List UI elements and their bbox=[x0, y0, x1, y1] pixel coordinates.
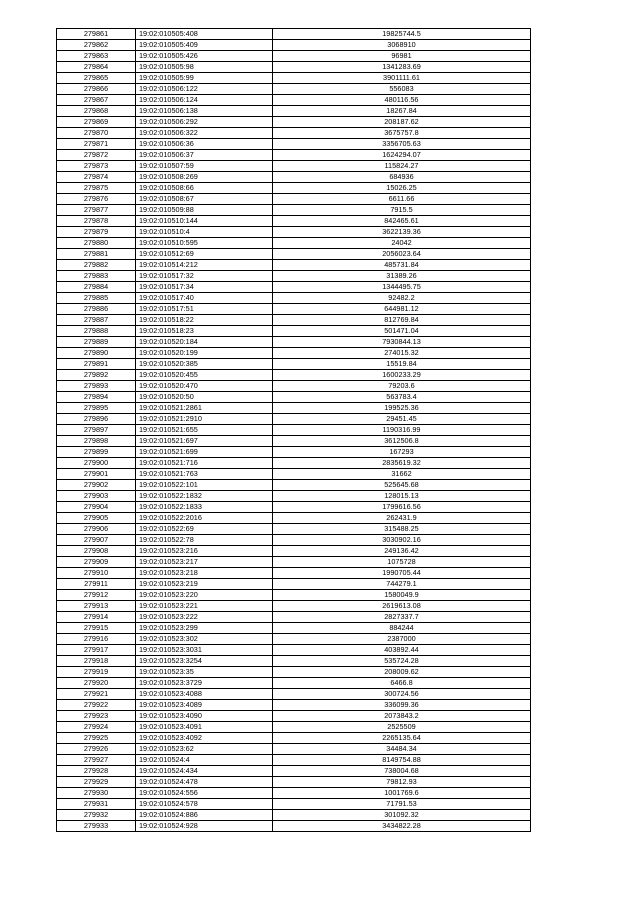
row-id-cell: 279929 bbox=[57, 777, 136, 788]
row-id-cell: 279913 bbox=[57, 601, 136, 612]
table-row bbox=[57, 535, 531, 546]
cadastral-number-cell: 19:02:010523:4091 bbox=[136, 722, 273, 733]
cadastral-number-cell: 19:02:010518:22 bbox=[136, 315, 273, 326]
cadastral-number-cell: 19:02:010523:4089 bbox=[136, 700, 273, 711]
cadastral-number-cell: 19:02:010520:50 bbox=[136, 392, 273, 403]
row-id-cell: 279909 bbox=[57, 557, 136, 568]
cadastral-number-cell: 19:02:010510:4 bbox=[136, 227, 273, 238]
cadastral-number-cell: 19:02:010512:69 bbox=[136, 249, 273, 260]
value-cell: 2073843.2 bbox=[273, 711, 531, 722]
table-row bbox=[57, 381, 531, 392]
table-row bbox=[57, 557, 531, 568]
value-cell: 18267.84 bbox=[273, 106, 531, 117]
table-row bbox=[57, 128, 531, 139]
table-row bbox=[57, 766, 531, 777]
value-cell: 1075728 bbox=[273, 557, 531, 568]
row-id-cell: 279915 bbox=[57, 623, 136, 634]
cadastral-number-cell: 19:02:010523:3729 bbox=[136, 678, 273, 689]
table-row bbox=[57, 513, 531, 524]
row-id-cell: 279907 bbox=[57, 535, 136, 546]
table-row bbox=[57, 282, 531, 293]
value-cell: 2619613.08 bbox=[273, 601, 531, 612]
cadastral-number-cell: 19:02:010521:655 bbox=[136, 425, 273, 436]
table-row bbox=[57, 634, 531, 645]
value-cell: 3434822.28 bbox=[273, 821, 531, 832]
row-id-cell: 279866 bbox=[57, 84, 136, 95]
cadastral-number-cell: 19:02:010517:34 bbox=[136, 282, 273, 293]
value-cell: 525645.68 bbox=[273, 480, 531, 491]
table-row bbox=[57, 117, 531, 128]
cadastral-number-cell: 19:02:010520:455 bbox=[136, 370, 273, 381]
row-id-cell: 279861 bbox=[57, 29, 136, 40]
value-cell: 199525.36 bbox=[273, 403, 531, 414]
table-row bbox=[57, 73, 531, 84]
cadastral-number-cell: 19:02:010520:470 bbox=[136, 381, 273, 392]
cadastral-number-cell: 19:02:010520:199 bbox=[136, 348, 273, 359]
cadastral-number-cell: 19:02:010524:434 bbox=[136, 766, 273, 777]
cadastral-number-cell: 19:02:010506:124 bbox=[136, 95, 273, 106]
row-id-cell: 279869 bbox=[57, 117, 136, 128]
value-cell: 24042 bbox=[273, 238, 531, 249]
value-cell: 336099.36 bbox=[273, 700, 531, 711]
row-id-cell: 279920 bbox=[57, 678, 136, 689]
value-cell: 1600233.29 bbox=[273, 370, 531, 381]
row-id-cell: 279895 bbox=[57, 403, 136, 414]
cadastral-number-cell: 19:02:010509:88 bbox=[136, 205, 273, 216]
value-cell: 3356705.63 bbox=[273, 139, 531, 150]
cadastral-number-cell: 19:02:010524:556 bbox=[136, 788, 273, 799]
value-cell: 563783.4 bbox=[273, 392, 531, 403]
table-row bbox=[57, 414, 531, 425]
value-cell: 274015.32 bbox=[273, 348, 531, 359]
table-row bbox=[57, 601, 531, 612]
value-cell: 96981 bbox=[273, 51, 531, 62]
row-id-cell: 279875 bbox=[57, 183, 136, 194]
cadastral-number-cell: 19:02:010517:40 bbox=[136, 293, 273, 304]
cadastral-number-cell: 19:02:010522:69 bbox=[136, 524, 273, 535]
table-row bbox=[57, 733, 531, 744]
value-cell: 1001769.6 bbox=[273, 788, 531, 799]
table-row bbox=[57, 689, 531, 700]
table-row bbox=[57, 216, 531, 227]
cadastral-number-cell: 19:02:010506:138 bbox=[136, 106, 273, 117]
cadastral-number-cell: 19:02:010523:218 bbox=[136, 568, 273, 579]
value-cell: 403892.44 bbox=[273, 645, 531, 656]
row-id-cell: 279872 bbox=[57, 150, 136, 161]
value-cell: 1799616.56 bbox=[273, 502, 531, 513]
row-id-cell: 279932 bbox=[57, 810, 136, 821]
value-cell: 300724.56 bbox=[273, 689, 531, 700]
cadastral-number-cell: 19:02:010505:99 bbox=[136, 73, 273, 84]
table-row bbox=[57, 106, 531, 117]
table-row bbox=[57, 590, 531, 601]
cadastral-number-cell: 19:02:010523:219 bbox=[136, 579, 273, 590]
row-id-cell: 279899 bbox=[57, 447, 136, 458]
data-sheet bbox=[56, 28, 531, 832]
cadastral-number-cell: 19:02:010506:37 bbox=[136, 150, 273, 161]
value-cell: 738004.68 bbox=[273, 766, 531, 777]
row-id-cell: 279864 bbox=[57, 62, 136, 73]
value-cell: 480116.56 bbox=[273, 95, 531, 106]
table-row bbox=[57, 84, 531, 95]
table-body bbox=[57, 29, 531, 832]
row-id-cell: 279926 bbox=[57, 744, 136, 755]
row-id-cell: 279902 bbox=[57, 480, 136, 491]
cadastral-number-cell: 19:02:010520:385 bbox=[136, 359, 273, 370]
cadastral-number-cell: 19:02:010523:4092 bbox=[136, 733, 273, 744]
cadastral-number-cell: 19:02:010524:886 bbox=[136, 810, 273, 821]
table-row bbox=[57, 623, 531, 634]
row-id-cell: 279931 bbox=[57, 799, 136, 810]
row-id-cell: 279893 bbox=[57, 381, 136, 392]
cadastral-number-cell: 19:02:010506:36 bbox=[136, 139, 273, 150]
table-row bbox=[57, 95, 531, 106]
table-row bbox=[57, 821, 531, 832]
row-id-cell: 279930 bbox=[57, 788, 136, 799]
row-id-cell: 279890 bbox=[57, 348, 136, 359]
table-row bbox=[57, 403, 531, 414]
cadastral-number-cell: 19:02:010506:122 bbox=[136, 84, 273, 95]
row-id-cell: 279879 bbox=[57, 227, 136, 238]
row-id-cell: 279873 bbox=[57, 161, 136, 172]
cadastral-number-cell: 19:02:010510:144 bbox=[136, 216, 273, 227]
value-cell: 2265135.64 bbox=[273, 733, 531, 744]
value-cell: 31389.26 bbox=[273, 271, 531, 282]
cadastral-number-cell: 19:02:010524:4 bbox=[136, 755, 273, 766]
row-id-cell: 279916 bbox=[57, 634, 136, 645]
table-row bbox=[57, 337, 531, 348]
row-id-cell: 279900 bbox=[57, 458, 136, 469]
value-cell: 535724.28 bbox=[273, 656, 531, 667]
table-row bbox=[57, 458, 531, 469]
table-row bbox=[57, 227, 531, 238]
row-id-cell: 279870 bbox=[57, 128, 136, 139]
row-id-cell: 279865 bbox=[57, 73, 136, 84]
row-id-cell: 279928 bbox=[57, 766, 136, 777]
table-row bbox=[57, 788, 531, 799]
row-id-cell: 279887 bbox=[57, 315, 136, 326]
cadastral-number-cell: 19:02:010523:35 bbox=[136, 667, 273, 678]
value-cell: 842465.61 bbox=[273, 216, 531, 227]
cadastral-number-cell: 19:02:010520:184 bbox=[136, 337, 273, 348]
table-row bbox=[57, 29, 531, 40]
table-row bbox=[57, 348, 531, 359]
value-cell: 3612506.8 bbox=[273, 436, 531, 447]
cadastral-number-cell: 19:02:010523:302 bbox=[136, 634, 273, 645]
cadastral-number-cell: 19:02:010505:426 bbox=[136, 51, 273, 62]
cadastral-number-cell: 19:02:010521:2910 bbox=[136, 414, 273, 425]
value-cell: 208187.62 bbox=[273, 117, 531, 128]
cadastral-number-cell: 19:02:010506:292 bbox=[136, 117, 273, 128]
cadastral-number-cell: 19:02:010524:478 bbox=[136, 777, 273, 788]
cadastral-number-cell: 19:02:010505:409 bbox=[136, 40, 273, 51]
cadastral-number-cell: 19:02:010521:699 bbox=[136, 447, 273, 458]
table-row bbox=[57, 722, 531, 733]
table-row bbox=[57, 62, 531, 73]
cadastral-number-cell: 19:02:010523:222 bbox=[136, 612, 273, 623]
cadastral-number-cell: 19:02:010523:62 bbox=[136, 744, 273, 755]
cadastral-number-cell: 19:02:010523:220 bbox=[136, 590, 273, 601]
value-cell: 884244 bbox=[273, 623, 531, 634]
value-cell: 556083 bbox=[273, 84, 531, 95]
row-id-cell: 279897 bbox=[57, 425, 136, 436]
value-cell: 2835619.32 bbox=[273, 458, 531, 469]
table-row bbox=[57, 524, 531, 535]
row-id-cell: 279862 bbox=[57, 40, 136, 51]
cadastral-number-cell: 19:02:010523:4088 bbox=[136, 689, 273, 700]
table-row bbox=[57, 700, 531, 711]
value-cell: 501471.04 bbox=[273, 326, 531, 337]
row-id-cell: 279886 bbox=[57, 304, 136, 315]
value-cell: 1990705.44 bbox=[273, 568, 531, 579]
row-id-cell: 279883 bbox=[57, 271, 136, 282]
table-row bbox=[57, 260, 531, 271]
value-cell: 128015.13 bbox=[273, 491, 531, 502]
row-id-cell: 279914 bbox=[57, 612, 136, 623]
row-id-cell: 279924 bbox=[57, 722, 136, 733]
row-id-cell: 279933 bbox=[57, 821, 136, 832]
row-id-cell: 279896 bbox=[57, 414, 136, 425]
table-row bbox=[57, 502, 531, 513]
table-row bbox=[57, 546, 531, 557]
cadastral-number-cell: 19:02:010523:299 bbox=[136, 623, 273, 634]
cadastral-number-cell: 19:02:010522:78 bbox=[136, 535, 273, 546]
table-row bbox=[57, 656, 531, 667]
row-id-cell: 279881 bbox=[57, 249, 136, 260]
row-id-cell: 279923 bbox=[57, 711, 136, 722]
value-cell: 2827337.7 bbox=[273, 612, 531, 623]
value-cell: 71791.53 bbox=[273, 799, 531, 810]
value-cell: 1624294.07 bbox=[273, 150, 531, 161]
table-row bbox=[57, 304, 531, 315]
cadastral-number-cell: 19:02:010508:67 bbox=[136, 194, 273, 205]
value-cell: 1190316.99 bbox=[273, 425, 531, 436]
data-table bbox=[56, 28, 531, 832]
value-cell: 249136.42 bbox=[273, 546, 531, 557]
table-row bbox=[57, 744, 531, 755]
row-id-cell: 279877 bbox=[57, 205, 136, 216]
value-cell: 3901111.61 bbox=[273, 73, 531, 84]
value-cell: 684936 bbox=[273, 172, 531, 183]
value-cell: 92482.2 bbox=[273, 293, 531, 304]
table-row bbox=[57, 370, 531, 381]
table-row bbox=[57, 711, 531, 722]
table-row bbox=[57, 392, 531, 403]
value-cell: 3068910 bbox=[273, 40, 531, 51]
cadastral-number-cell: 19:02:010521:716 bbox=[136, 458, 273, 469]
row-id-cell: 279910 bbox=[57, 568, 136, 579]
table-row bbox=[57, 480, 531, 491]
row-id-cell: 279868 bbox=[57, 106, 136, 117]
cadastral-number-cell: 19:02:010505:408 bbox=[136, 29, 273, 40]
cadastral-number-cell: 19:02:010522:2016 bbox=[136, 513, 273, 524]
cadastral-number-cell: 19:02:010510:595 bbox=[136, 238, 273, 249]
cadastral-number-cell: 19:02:010522:101 bbox=[136, 480, 273, 491]
value-cell: 3675757.8 bbox=[273, 128, 531, 139]
table-row bbox=[57, 194, 531, 205]
row-id-cell: 279894 bbox=[57, 392, 136, 403]
table-row bbox=[57, 777, 531, 788]
row-id-cell: 279927 bbox=[57, 755, 136, 766]
cadastral-number-cell: 19:02:010514:212 bbox=[136, 260, 273, 271]
table-row bbox=[57, 326, 531, 337]
row-id-cell: 279908 bbox=[57, 546, 136, 557]
table-row bbox=[57, 491, 531, 502]
table-row bbox=[57, 425, 531, 436]
value-cell: 208009.62 bbox=[273, 667, 531, 678]
table-row bbox=[57, 161, 531, 172]
value-cell: 19825744.5 bbox=[273, 29, 531, 40]
cadastral-number-cell: 19:02:010523:4090 bbox=[136, 711, 273, 722]
row-id-cell: 279882 bbox=[57, 260, 136, 271]
value-cell: 79812.93 bbox=[273, 777, 531, 788]
table-row bbox=[57, 359, 531, 370]
table-row bbox=[57, 612, 531, 623]
row-id-cell: 279888 bbox=[57, 326, 136, 337]
table-row bbox=[57, 810, 531, 821]
value-cell: 262431.9 bbox=[273, 513, 531, 524]
row-id-cell: 279863 bbox=[57, 51, 136, 62]
row-id-cell: 279918 bbox=[57, 656, 136, 667]
cadastral-number-cell: 19:02:010524:928 bbox=[136, 821, 273, 832]
table-row bbox=[57, 238, 531, 249]
table-row bbox=[57, 315, 531, 326]
value-cell: 7930844.13 bbox=[273, 337, 531, 348]
cadastral-number-cell: 19:02:010523:221 bbox=[136, 601, 273, 612]
table-row bbox=[57, 172, 531, 183]
value-cell: 1341283.69 bbox=[273, 62, 531, 73]
value-cell: 744279.1 bbox=[273, 579, 531, 590]
cadastral-number-cell: 19:02:010524:578 bbox=[136, 799, 273, 810]
row-id-cell: 279874 bbox=[57, 172, 136, 183]
table-row bbox=[57, 293, 531, 304]
cadastral-number-cell: 19:02:010517:51 bbox=[136, 304, 273, 315]
table-row bbox=[57, 678, 531, 689]
row-id-cell: 279884 bbox=[57, 282, 136, 293]
row-id-cell: 279867 bbox=[57, 95, 136, 106]
row-id-cell: 279912 bbox=[57, 590, 136, 601]
value-cell: 34484.34 bbox=[273, 744, 531, 755]
row-id-cell: 279922 bbox=[57, 700, 136, 711]
row-id-cell: 279917 bbox=[57, 645, 136, 656]
row-id-cell: 279911 bbox=[57, 579, 136, 590]
table-row bbox=[57, 249, 531, 260]
value-cell: 1580049.9 bbox=[273, 590, 531, 601]
row-id-cell: 279901 bbox=[57, 469, 136, 480]
row-id-cell: 279904 bbox=[57, 502, 136, 513]
row-id-cell: 279880 bbox=[57, 238, 136, 249]
row-id-cell: 279906 bbox=[57, 524, 136, 535]
table-row bbox=[57, 667, 531, 678]
value-cell: 812769.84 bbox=[273, 315, 531, 326]
cadastral-number-cell: 19:02:010508:66 bbox=[136, 183, 273, 194]
value-cell: 1344495.75 bbox=[273, 282, 531, 293]
value-cell: 3030902.16 bbox=[273, 535, 531, 546]
row-id-cell: 279891 bbox=[57, 359, 136, 370]
row-id-cell: 279876 bbox=[57, 194, 136, 205]
table-row bbox=[57, 568, 531, 579]
row-id-cell: 279871 bbox=[57, 139, 136, 150]
value-cell: 6466.8 bbox=[273, 678, 531, 689]
table-row bbox=[57, 755, 531, 766]
cadastral-number-cell: 19:02:010522:1832 bbox=[136, 491, 273, 502]
table-row bbox=[57, 51, 531, 62]
table-row bbox=[57, 799, 531, 810]
cadastral-number-cell: 19:02:010508:269 bbox=[136, 172, 273, 183]
cadastral-number-cell: 19:02:010518:23 bbox=[136, 326, 273, 337]
row-id-cell: 279903 bbox=[57, 491, 136, 502]
cadastral-number-cell: 19:02:010521:763 bbox=[136, 469, 273, 480]
table-row bbox=[57, 150, 531, 161]
table-row bbox=[57, 205, 531, 216]
table-row bbox=[57, 139, 531, 150]
cadastral-number-cell: 19:02:010523:216 bbox=[136, 546, 273, 557]
row-id-cell: 279921 bbox=[57, 689, 136, 700]
value-cell: 2387000 bbox=[273, 634, 531, 645]
table-row bbox=[57, 579, 531, 590]
value-cell: 6611.66 bbox=[273, 194, 531, 205]
cadastral-number-cell: 19:02:010517:32 bbox=[136, 271, 273, 282]
table-row bbox=[57, 183, 531, 194]
cadastral-number-cell: 19:02:010523:3031 bbox=[136, 645, 273, 656]
table-row bbox=[57, 271, 531, 282]
cadastral-number-cell: 19:02:010523:3254 bbox=[136, 656, 273, 667]
table-row bbox=[57, 436, 531, 447]
row-id-cell: 279925 bbox=[57, 733, 136, 744]
row-id-cell: 279905 bbox=[57, 513, 136, 524]
value-cell: 15519.84 bbox=[273, 359, 531, 370]
value-cell: 7915.5 bbox=[273, 205, 531, 216]
value-cell: 79203.6 bbox=[273, 381, 531, 392]
cadastral-number-cell: 19:02:010522:1833 bbox=[136, 502, 273, 513]
value-cell: 8149754.88 bbox=[273, 755, 531, 766]
cadastral-number-cell: 19:02:010523:217 bbox=[136, 557, 273, 568]
table-row bbox=[57, 469, 531, 480]
value-cell: 15026.25 bbox=[273, 183, 531, 194]
value-cell: 29451.45 bbox=[273, 414, 531, 425]
row-id-cell: 279878 bbox=[57, 216, 136, 227]
table-row bbox=[57, 645, 531, 656]
value-cell: 315488.25 bbox=[273, 524, 531, 535]
cadastral-number-cell: 19:02:010521:697 bbox=[136, 436, 273, 447]
cadastral-number-cell: 19:02:010506:322 bbox=[136, 128, 273, 139]
table-row bbox=[57, 447, 531, 458]
value-cell: 3622139.36 bbox=[273, 227, 531, 238]
cadastral-number-cell: 19:02:010521:2861 bbox=[136, 403, 273, 414]
cadastral-number-cell: 19:02:010505:98 bbox=[136, 62, 273, 73]
value-cell: 31662 bbox=[273, 469, 531, 480]
row-id-cell: 279889 bbox=[57, 337, 136, 348]
value-cell: 2056023.64 bbox=[273, 249, 531, 260]
row-id-cell: 279919 bbox=[57, 667, 136, 678]
row-id-cell: 279898 bbox=[57, 436, 136, 447]
row-id-cell: 279892 bbox=[57, 370, 136, 381]
row-id-cell: 279885 bbox=[57, 293, 136, 304]
value-cell: 485731.84 bbox=[273, 260, 531, 271]
value-cell: 301092.32 bbox=[273, 810, 531, 821]
value-cell: 2525509 bbox=[273, 722, 531, 733]
value-cell: 167293 bbox=[273, 447, 531, 458]
value-cell: 644981.12 bbox=[273, 304, 531, 315]
value-cell: 115824.27 bbox=[273, 161, 531, 172]
cadastral-number-cell: 19:02:010507:59 bbox=[136, 161, 273, 172]
table-row bbox=[57, 40, 531, 51]
